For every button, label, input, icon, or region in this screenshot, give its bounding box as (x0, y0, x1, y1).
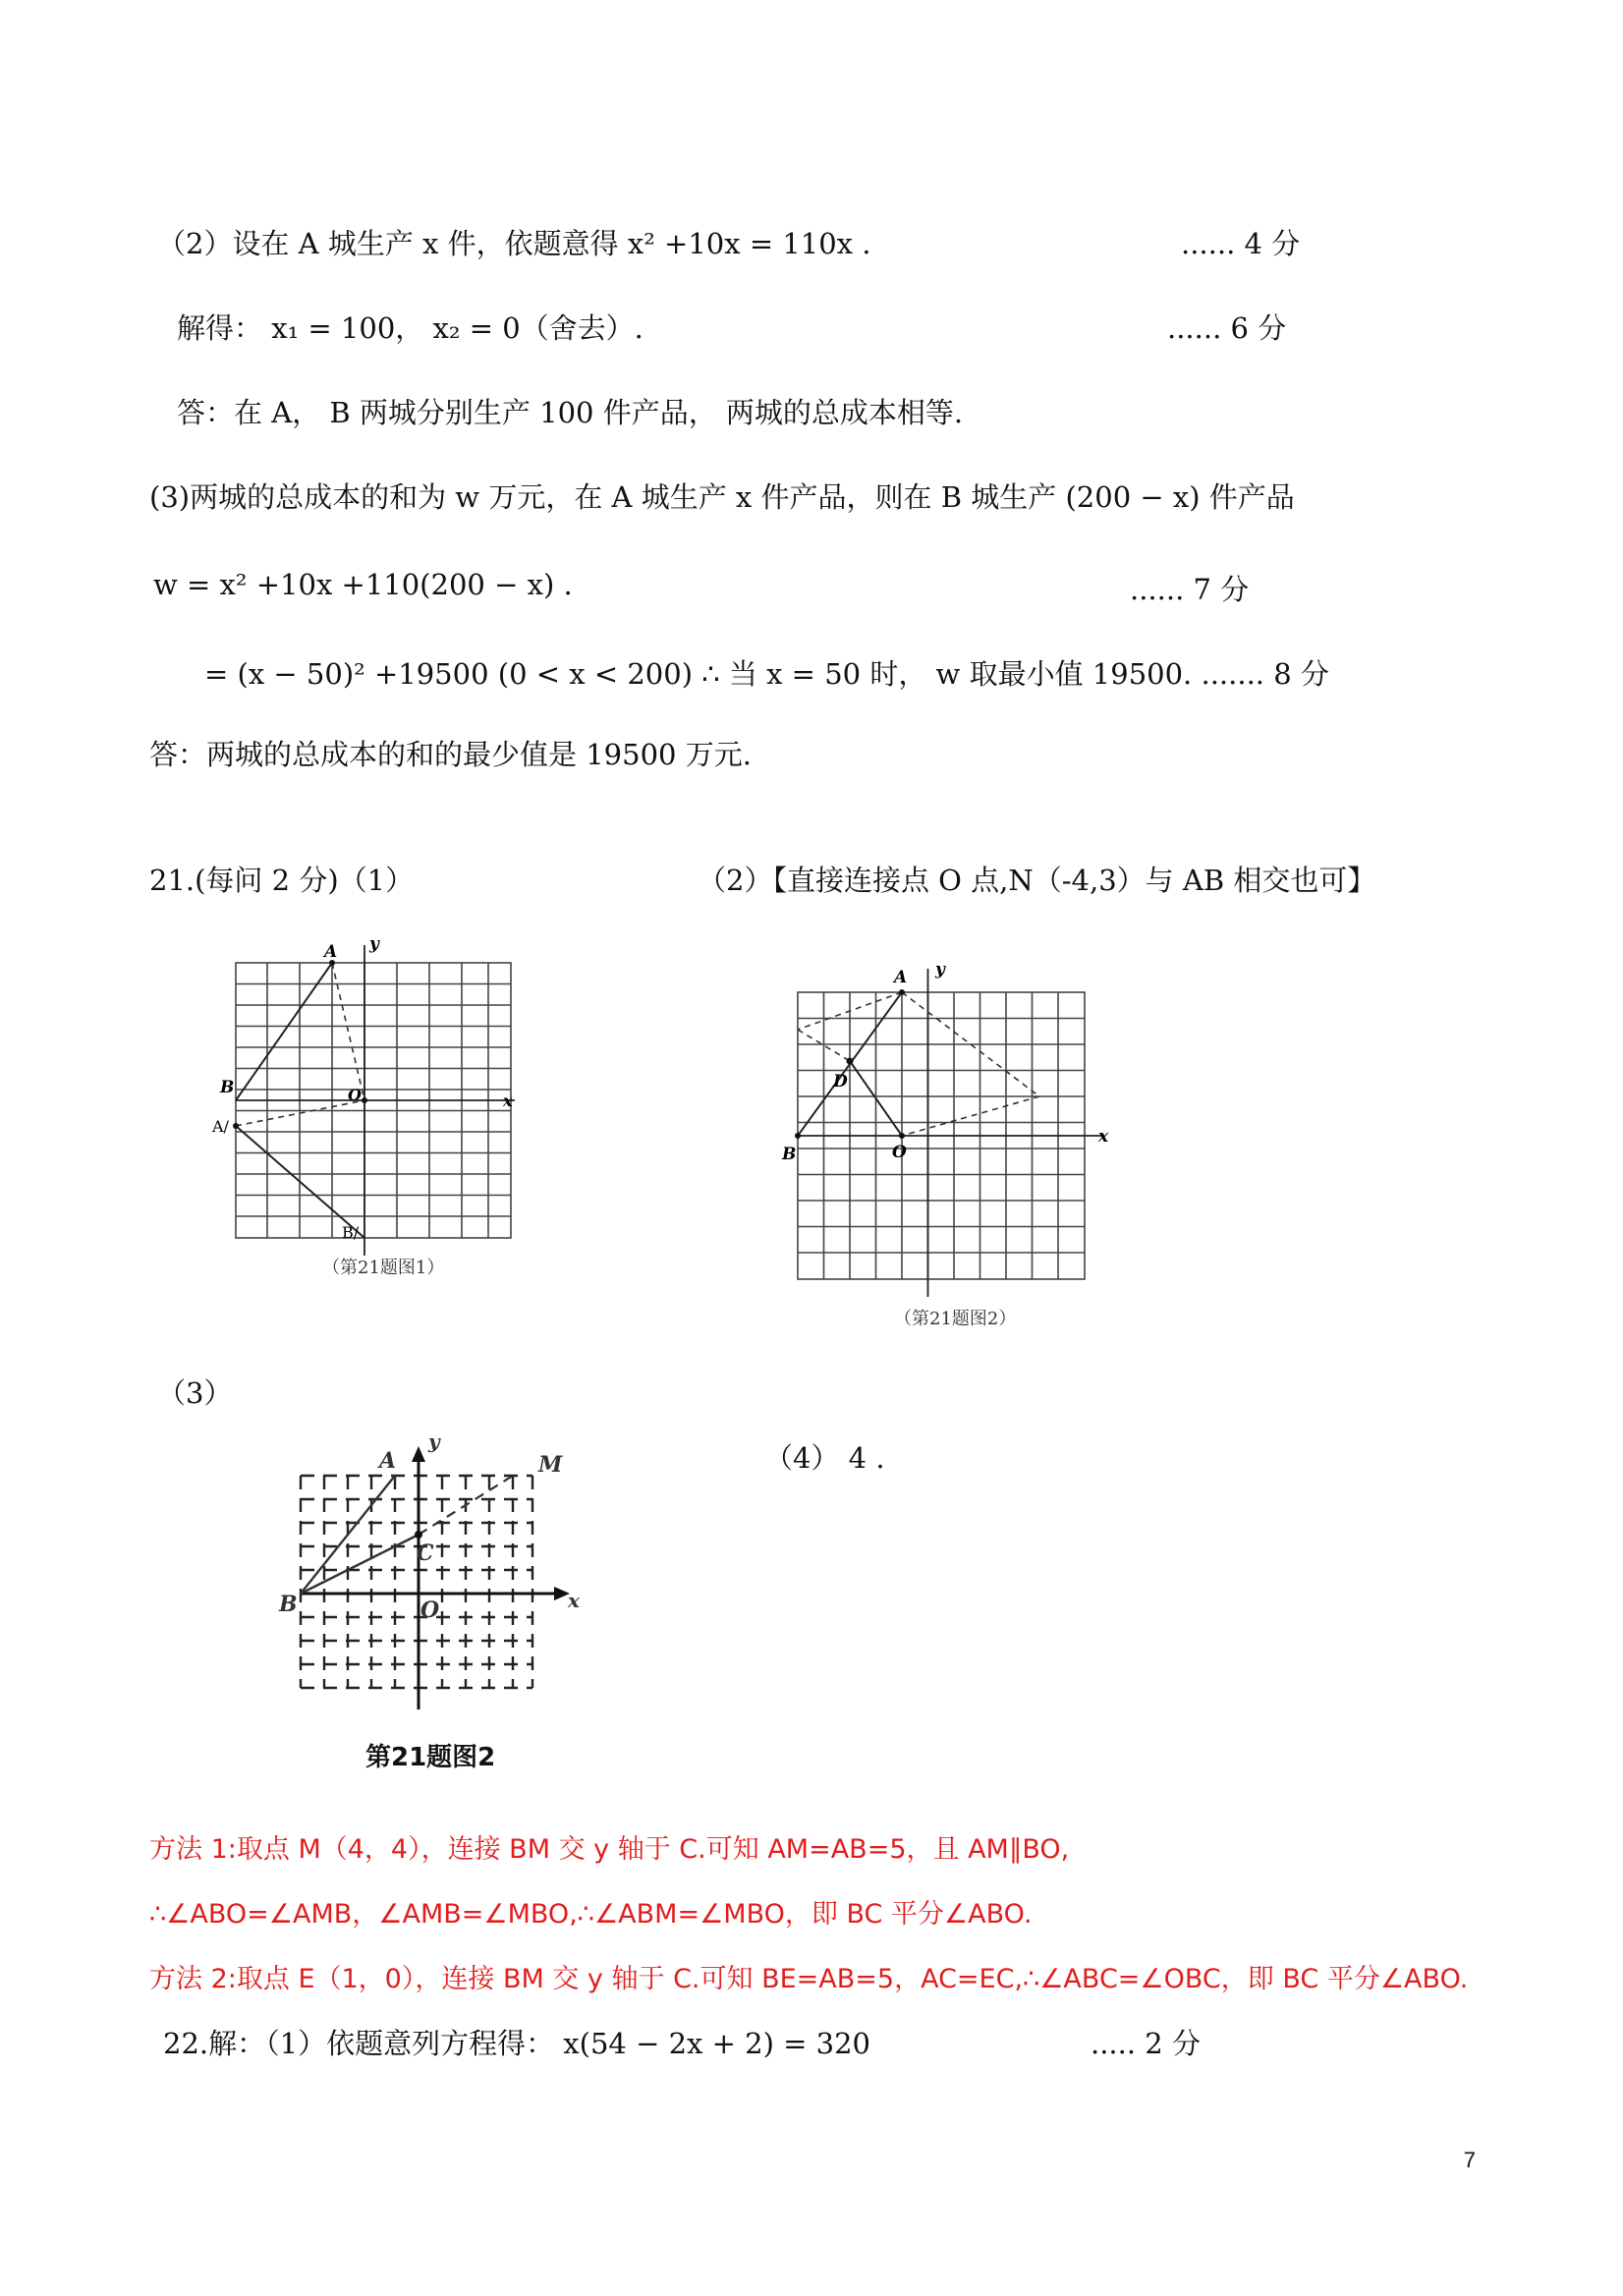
method2: 方法 2:取点 E（1，0），连接 BM 交 y 轴于 C.可知 BE=AB=5，AC=EC,∴∠ABC=∠OBC，即 BC 平分∠ABO. (149, 1964, 1469, 1994)
figure-21-1 (208, 931, 542, 1265)
part2-score-4: ...... 4 分 (1181, 227, 1301, 260)
figure-21-1-label-O: O (348, 1086, 362, 1104)
figure-21-1-label-B-prime: B/ (342, 1223, 360, 1242)
figure-21-2 (768, 953, 1132, 1297)
part3-w-line (0, 568, 1623, 627)
part3-setup: (3)两城的总成本的和为 w 万元，在 A 城生产 x 件产品，则在 B 城生产 (200 − x) 件产品 (149, 480, 1295, 514)
q21-part4: （4） 4 . (764, 1441, 885, 1475)
figure-21-1-caption: （第21题图1） (322, 1258, 445, 1278)
part3-w-expression: w = x² +10x +110(200 − x) . (153, 568, 573, 601)
figure-21-1-label-B: B (220, 1078, 235, 1097)
figure-21-1-label-x: x (503, 1092, 513, 1110)
part3-score-7: ...... 7 分 (1130, 573, 1250, 606)
figure-21-2-point-B (795, 1133, 801, 1139)
part2-solution-line (0, 307, 1623, 365)
q21-part3-label-line (0, 1372, 1623, 1430)
figure-21-3-label-B: B (279, 1592, 298, 1617)
figure-21-2-caption: （第21题图2） (894, 1309, 1017, 1329)
figure-21-3-label-x: x (568, 1589, 580, 1612)
part2-answer: 答：在 A， B 两城分别生产 100 件产品， 两城的总成本相等. (177, 396, 964, 429)
figure-21-2-label-D: D (833, 1072, 848, 1092)
page-number: 7 (1463, 2148, 1476, 2172)
figure-21-3-label-O: O (420, 1597, 440, 1623)
figure-21-2-label-B: B (782, 1145, 797, 1164)
figure-21-3-dashed-grid (301, 1476, 532, 1688)
figure-21-2-point-A (899, 989, 905, 995)
figure-21-1-point-O (362, 1097, 367, 1103)
part3-min-line (0, 652, 1623, 711)
figure-21-2-label-A: A (894, 968, 908, 987)
q21-header-right: （2）【直接连接点 O 点,N（-4,3）与 AB 相交也可】 (698, 864, 1376, 897)
figure-21-1-label-A-prime: A/ (212, 1117, 229, 1136)
part3-answer-line (0, 733, 1623, 792)
part2-equation-line (0, 222, 1623, 281)
figure-21-2-point-D (847, 1058, 854, 1065)
part3-answer: 答：两城的总成本的和的最少值是 19500 万元. (149, 738, 752, 771)
figure-21-2-point-O (899, 1133, 905, 1139)
figure-21-3-label-A: A (379, 1448, 397, 1474)
figure-21-1-point-A-prime (233, 1123, 239, 1129)
figure-21-3-label-M: M (538, 1452, 563, 1478)
method1-line1: 方法 1:取点 M（4，4），连接 BM 交 y 轴于 C.可知 AM=AB=5，且 AM∥BO, (149, 1834, 1070, 1865)
figure-21-3-label-C: C (417, 1540, 434, 1566)
part2-score-6: ...... 6 分 (1167, 311, 1287, 345)
q22-equation: 22.解：（1）依题意列方程得： x(54 − 2x + 2) = 320 (163, 2027, 870, 2060)
q21-part3-label: （3） (157, 1376, 233, 1410)
figure-21-3-caption: 第21题图2 (365, 1743, 496, 1772)
q22-score: ..... 2 分 (1091, 2027, 1201, 2060)
method2-row (0, 1957, 1623, 2016)
q21-header-line (0, 859, 1623, 918)
part2-solution: 解得： x₁ = 100， x₂ = 0（舍去）. (177, 311, 644, 345)
part2-answer-line (0, 391, 1623, 450)
method1-line2: ∴∠ABO=∠AMB，∠AMB=∠MBO,∴∠ABM=∠MBO，即 BC 平分∠ABO. (149, 1899, 1033, 1930)
figure-21-2-label-x: x (1098, 1127, 1109, 1147)
part2-equation: （2）设在 A 城生产 x 件，依题意得 x² +10x = 110x . (157, 227, 871, 260)
figure-21-1-label-A: A (324, 942, 338, 962)
figure-21-1-label-y: y (369, 934, 379, 954)
method1-line1-row (0, 1827, 1623, 1886)
q22-line (0, 2022, 1623, 2081)
figure-21-1-svg (208, 931, 542, 1265)
figure-21-3-segment-BC (301, 1535, 419, 1594)
part3-setup-line (0, 476, 1623, 534)
part3-minimum: = (x − 50)² +19500 (0 < x < 200) ∴ 当 x = 50 时， w 取最小值 19500. ....... 8 分 (204, 657, 1329, 691)
figure-21-2-svg (768, 953, 1132, 1297)
figure-21-2-label-O: O (892, 1143, 907, 1162)
method1-line2-row (0, 1892, 1623, 1951)
figure-21-2-label-y: y (935, 960, 945, 980)
figure-21-3-label-y: y (428, 1429, 440, 1453)
figure-21-3-point-C (415, 1531, 422, 1539)
q21-header-left: 21.(每问 2 分)（1） (149, 864, 415, 897)
q21-part4-line (0, 1436, 1623, 1495)
figure-21-2-dashed-4 (902, 1096, 1039, 1136)
